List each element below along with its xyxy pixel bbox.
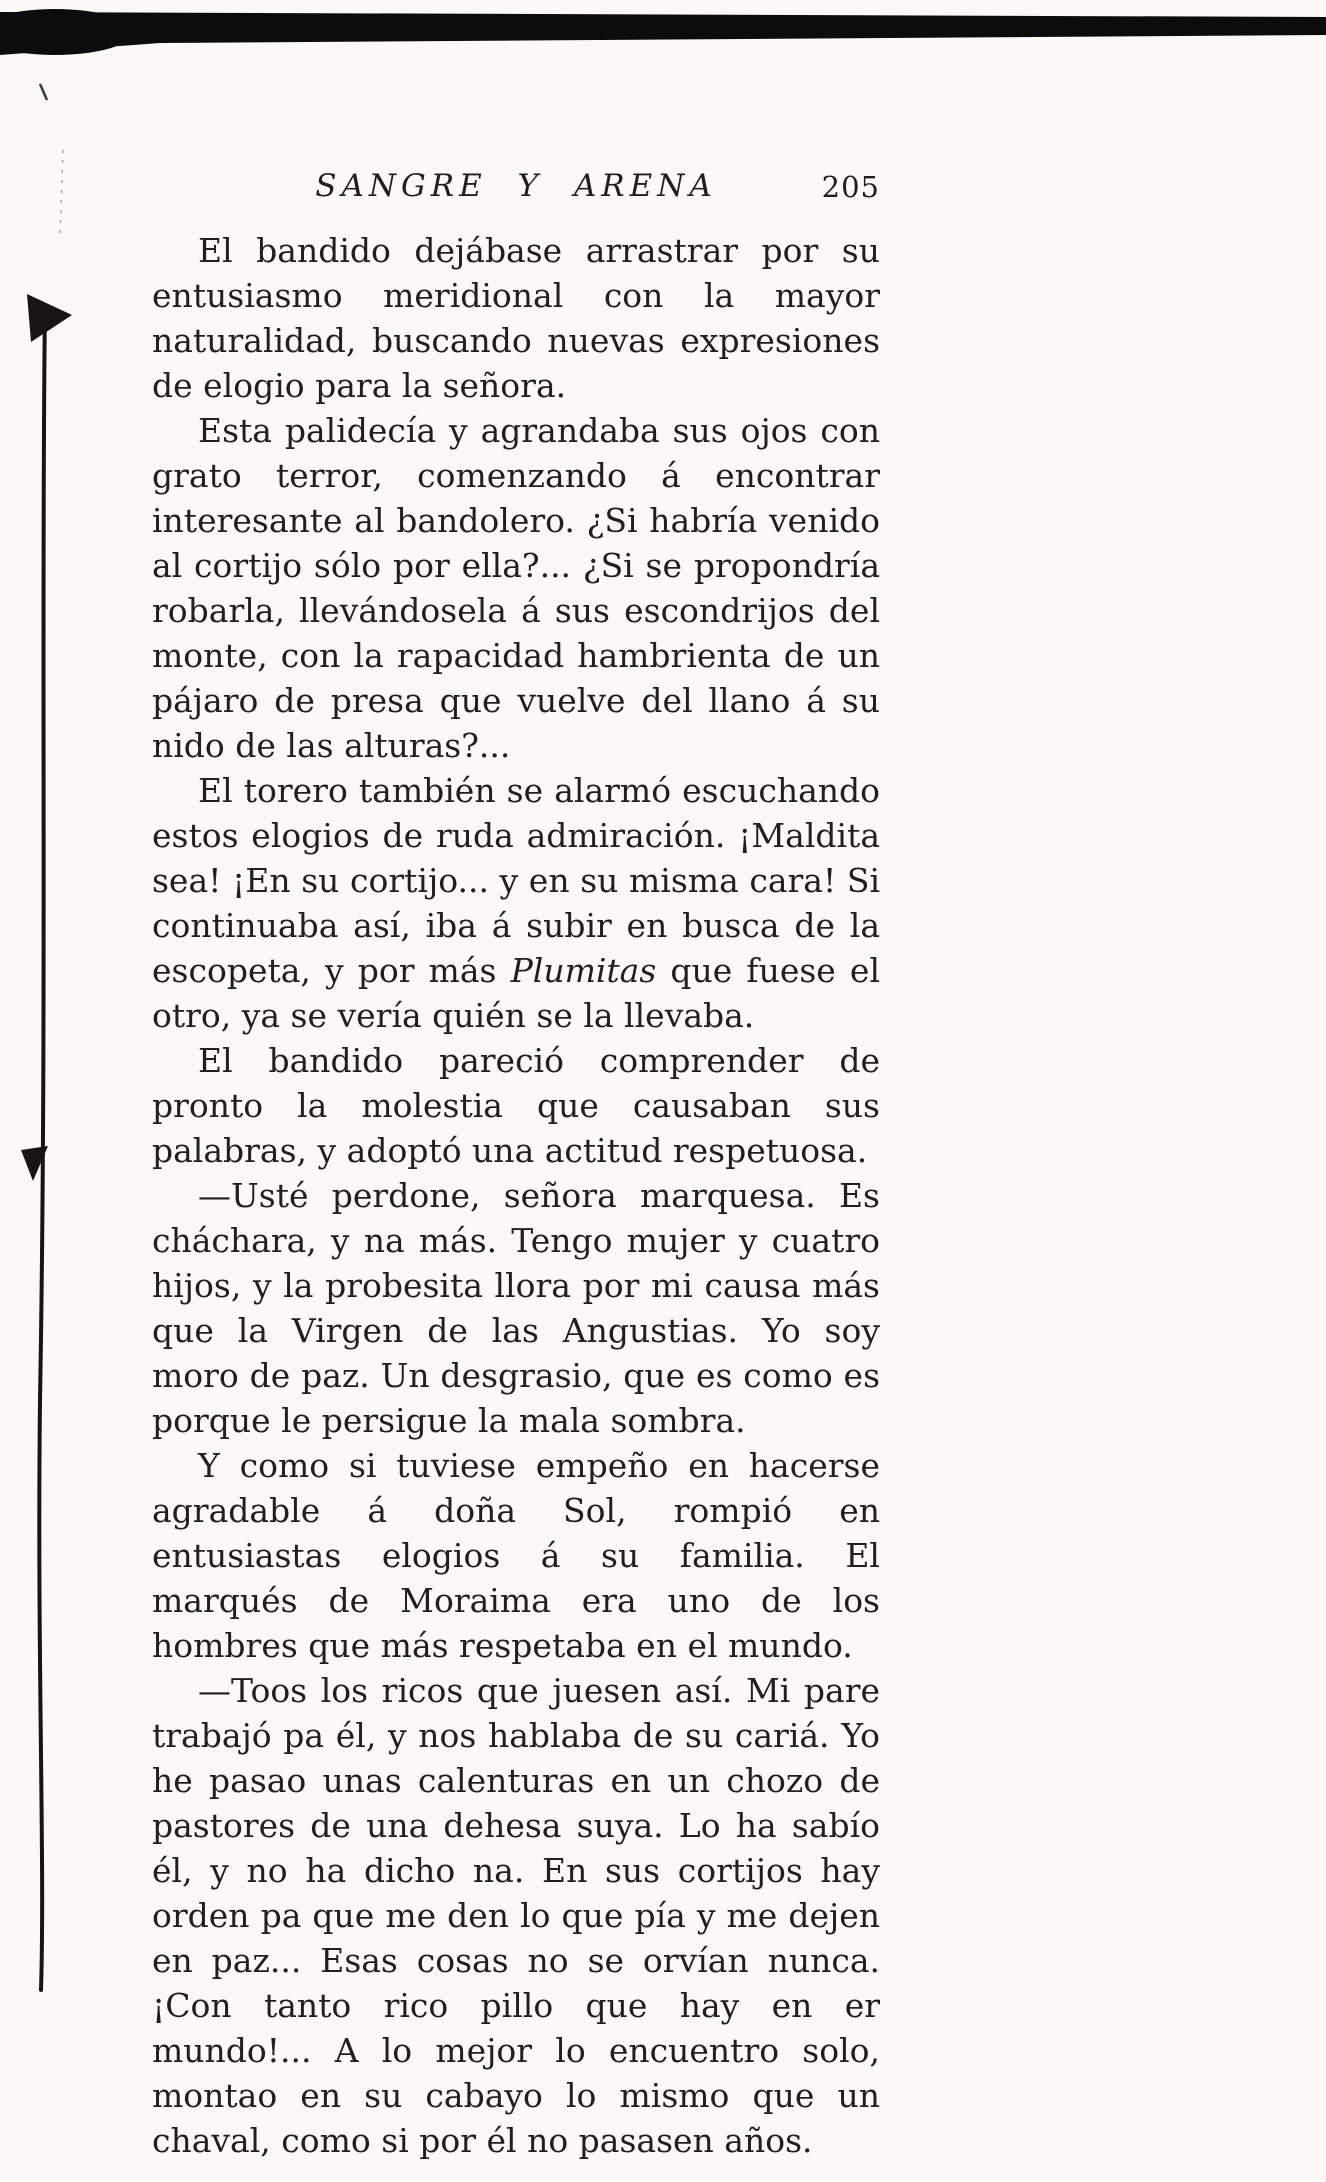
paragraph [152, 1668, 880, 2163]
page-content [152, 168, 880, 2163]
text-run: —Toos los ricos que juesen así. Mi pare trabajó pa él, y nos hablaba de su cariá. Yo he pasao unas calenturas en un chozo de pastores de una dehesa suya. Lo ha sabío él, y no ha dicho na. En sus cortijos hay orden pa que me den lo que pía y me dejen en paz... Esas cosas no se orvían nunca. ¡Con tanto rico pillo que hay en er mundo!... A lo mejor lo encuentro solo, montao en su cabayo lo mismo que un chaval, como si por él no pasasen años. [152, 1671, 880, 2160]
paragraph [152, 1038, 880, 1173]
running-title: SANGRE Y ARENA [315, 168, 717, 204]
text-run: —Usté perdone, señora marquesa. Es cháchara, y na más. Tengo mujer y cuatro hijos, y la probesita llora por mi causa más que la Virgen de las Angustias. Yo soy moro de paz. Un desgrasio, que es como es porque le persigue la mala sombra. [152, 1176, 880, 1440]
body-text [152, 228, 880, 2163]
italic-word: Plumitas [510, 951, 657, 990]
text-run: El torero también se alarmó escuchando estos elogios de ruda admiración. ¡Maldita sea! ¡En su cortijo... y en su misma cara! Si continuaba así, iba á subir en busca de la escopeta, y por más [152, 771, 880, 990]
text-run: El bandido dejábase arrastrar por su entusiasmo meridional con la mayor naturalidad, buscando nuevas expresiones de elogio para la señora. [152, 231, 880, 405]
paragraph [152, 228, 880, 408]
text-run: que fuese el otro, ya se vería quién se la llevaba. [152, 951, 881, 1035]
page-number: 205 [821, 170, 880, 204]
page-header [152, 168, 880, 228]
paragraph [152, 1443, 880, 1668]
paragraph [152, 408, 880, 768]
text-run: Esta palidecía y agrandaba sus ojos con grato terror, comenzando á encontrar interesante al bandolero. ¿Si habría venido al cortijo sólo por ella?... ¿Si se propondría robarla, llevándosela á sus escondrijos del monte, con la rapacidad hambrienta de un pájaro de presa que vuelve del llano á su nido de las alturas?... [152, 411, 880, 765]
text-run: El bandido pareció comprender de pronto la molestia que causaban sus palabras, y adoptó una actitud respetuosa. [152, 1041, 880, 1170]
scan-artifact-margin-mark [0, 0, 110, 2182]
text-run: Y como si tuviese empeño en hacerse agradable á doña Sol, rompió en entusiastas elogios á su familia. El marqués de Moraima era uno de los hombres que más respetaba en el mundo. [152, 1446, 880, 1665]
paragraph [152, 1173, 880, 1443]
scan-artifact-top-ink-bar [0, 0, 1326, 70]
paragraph [152, 768, 880, 1038]
